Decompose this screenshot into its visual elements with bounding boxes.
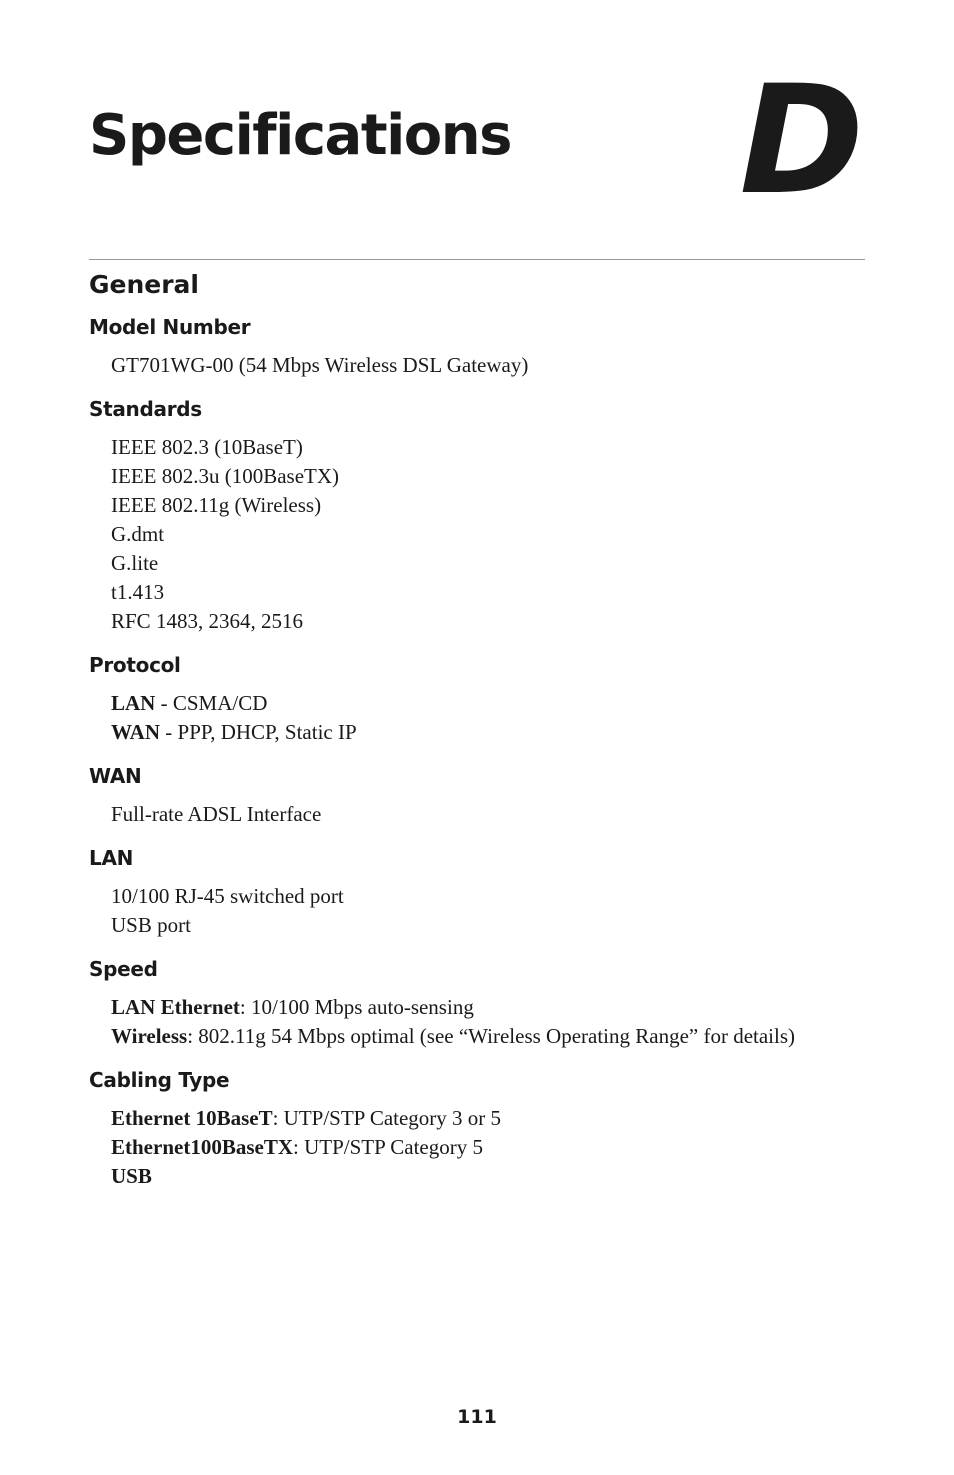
spec-line-text: USB port — [111, 913, 191, 937]
spec-heading: Model Number — [89, 315, 251, 339]
spec-line-label: LAN Ethernet — [111, 995, 240, 1019]
spec-line-text: - CSMA/CD — [155, 691, 268, 715]
spec-line-text: : 10/100 Mbps auto-sensing — [239, 995, 474, 1019]
spec-section — [89, 396, 865, 636]
spec-section — [89, 314, 865, 380]
spec-line — [111, 549, 865, 578]
spec-line-label: Ethernet 10BaseT — [111, 1106, 273, 1130]
chapter-title: Specifications — [89, 103, 511, 168]
spec-line — [111, 1133, 865, 1162]
spec-line — [111, 882, 865, 911]
spec-heading: Standards — [89, 397, 202, 421]
section-title: General — [89, 270, 199, 299]
spec-line-text: G.dmt — [111, 522, 165, 546]
spec-line-text: G.lite — [111, 551, 159, 575]
spec-line-text: : UTP/STP Category 5 — [293, 1135, 483, 1159]
specifications-content — [89, 268, 865, 1207]
spec-heading: Cabling Type — [89, 1068, 230, 1092]
spec-line-label: LAN — [111, 691, 156, 715]
appendix-letter: D — [739, 54, 864, 228]
spec-line — [111, 1162, 865, 1191]
spec-values — [111, 351, 865, 380]
spec-section — [89, 763, 865, 829]
spec-line-text: t1.413 — [111, 580, 165, 604]
spec-line — [111, 800, 865, 829]
spec-line-text: GT701WG-00 (54 Mbps Wireless DSL Gateway) — [111, 353, 529, 377]
spec-line-text: RFC 1483, 2364, 2516 — [111, 609, 303, 633]
spec-section — [89, 956, 865, 1051]
spec-line-text: : 802.11g 54 Mbps optimal (see “Wireless Operating Range” for details) — [187, 1024, 796, 1048]
spec-section — [89, 1067, 865, 1191]
spec-values — [111, 1104, 865, 1191]
spec-line-label: Wireless — [111, 1024, 188, 1048]
spec-values — [111, 993, 865, 1051]
page-number: 111 — [457, 1406, 497, 1428]
spec-line — [111, 491, 865, 520]
spec-section — [89, 845, 865, 940]
spec-line-text: Full-rate ADSL Interface — [111, 802, 322, 826]
spec-heading: Protocol — [89, 653, 181, 677]
spec-line — [111, 718, 865, 747]
spec-line-label: WAN — [111, 720, 161, 744]
spec-line-text: 10/100 RJ-45 switched port — [111, 884, 344, 908]
spec-line-text: IEEE 802.3u (100BaseTX) — [111, 464, 340, 488]
spec-heading: WAN — [89, 764, 142, 788]
spec-line — [111, 689, 865, 718]
spec-line — [111, 351, 865, 380]
spec-line-label: Ethernet100BaseTX — [111, 1135, 293, 1159]
spec-line-text: - PPP, DHCP, Static IP — [160, 720, 357, 744]
spec-line — [111, 433, 865, 462]
spec-line-text: IEEE 802.3 (10BaseT) — [111, 435, 303, 459]
spec-values — [111, 689, 865, 747]
title-divider — [89, 259, 865, 260]
spec-line — [111, 462, 865, 491]
spec-line — [111, 607, 865, 636]
spec-values — [111, 433, 865, 636]
spec-line — [111, 993, 865, 1022]
spec-heading: LAN — [89, 846, 134, 870]
spec-values — [111, 800, 865, 829]
spec-line — [111, 1022, 865, 1051]
spec-line — [111, 520, 865, 549]
spec-line — [111, 911, 865, 940]
spec-line — [111, 1104, 865, 1133]
spec-list — [89, 314, 865, 1191]
spec-line-text: : UTP/STP Category 3 or 5 — [272, 1106, 502, 1130]
spec-line-label: USB — [111, 1164, 152, 1188]
spec-line-text: IEEE 802.11g (Wireless) — [111, 493, 322, 517]
spec-line — [111, 578, 865, 607]
spec-values — [111, 882, 865, 940]
spec-section — [89, 652, 865, 747]
spec-heading: Speed — [89, 957, 158, 981]
